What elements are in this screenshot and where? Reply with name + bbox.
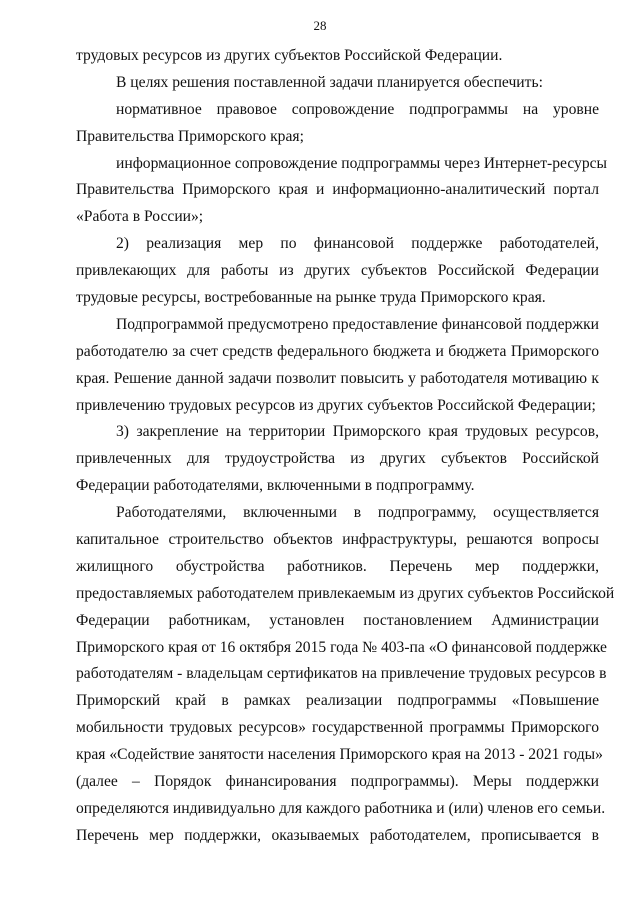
text-line: капитальное строительство объектов инфраструктуры, решаются вопросы — [76, 531, 599, 549]
text-line: 3) закрепление на территории Приморского края трудовых ресурсов, — [116, 423, 599, 441]
text-line: Перечень мер поддержки, оказываемых работодателем, прописывается в — [76, 826, 599, 844]
text-line: Приморский край в рамках реализации подпрограммы «Повышение — [76, 692, 599, 710]
text-line: Правительства Приморского края и информационно-аналитический портал — [76, 181, 599, 199]
text-line: привлеченных для трудоустройства из других субъектов Российской — [76, 450, 599, 468]
text-line: Федерации работникам, установлен постановлением Администрации — [76, 611, 599, 629]
page-number: 28 — [313, 18, 327, 33]
text-line: информационное сопровождение подпрограммы через Интернет-ресурсы — [116, 154, 608, 172]
text-line: предоставляемых работодателем привлекаемым из других субъектов Российской — [76, 584, 615, 602]
text-line: Работодателями, включенными в подпрограмму, осуществляется — [116, 504, 599, 522]
text-line: нормативное правовое сопровождение подпрограммы на уровне — [116, 100, 599, 118]
document-body — [76, 43, 615, 850]
text-line: жилищного обустройства работников. Перечень мер поддержки, — [76, 557, 599, 575]
text-line: Подпрограммой предусмотрено предоставление финансовой поддержки — [116, 315, 599, 333]
text-line: Правительства Приморского края; — [76, 127, 304, 145]
text-line: Федерации работодателями, включенными в подпрограмму. — [76, 477, 475, 495]
text-line: работодателям - владельцам сертификатов на привлечение трудовых ресурсов в — [76, 665, 607, 683]
text-line: трудовые ресурсы, востребованные на рынке труда Приморского края. — [76, 289, 546, 307]
text-line: края. Решение данной задачи позволит повысить у работодателя мотивацию к — [76, 369, 599, 387]
text-line: привлечению трудовых ресурсов из других субъектов Российской Федерации; — [76, 396, 596, 414]
text-line: работодателю за счет средств федерального бюджета и бюджета Приморского — [76, 342, 599, 360]
text-line: края «Содействие занятости населения Приморского края на 2013 - 2021 годы» — [76, 746, 603, 764]
text-line: 2) реализация мер по финансовой поддержке работодателей, — [116, 235, 599, 253]
text-line: Приморского края от 16 октября 2015 года № 403-па «О финансовой поддержке — [76, 638, 607, 656]
text-line: мобильности трудовых ресурсов» государственной программы Приморского — [76, 719, 599, 737]
text-line: В целях решения поставленной задачи планируется обеспечить: — [116, 73, 543, 91]
text-line: (далее – Порядок финансирования подпрограммы). Меры поддержки — [76, 773, 599, 791]
text-line: «Работа в России»; — [76, 208, 204, 226]
text-line: привлекающих для работы из других субъектов Российской Федерации — [76, 262, 599, 280]
text-line: трудовых ресурсов из других субъектов Российской Федерации. — [76, 47, 503, 64]
text-line: определяются индивидуально для каждого работника и (или) членов его семьи. — [76, 799, 606, 817]
